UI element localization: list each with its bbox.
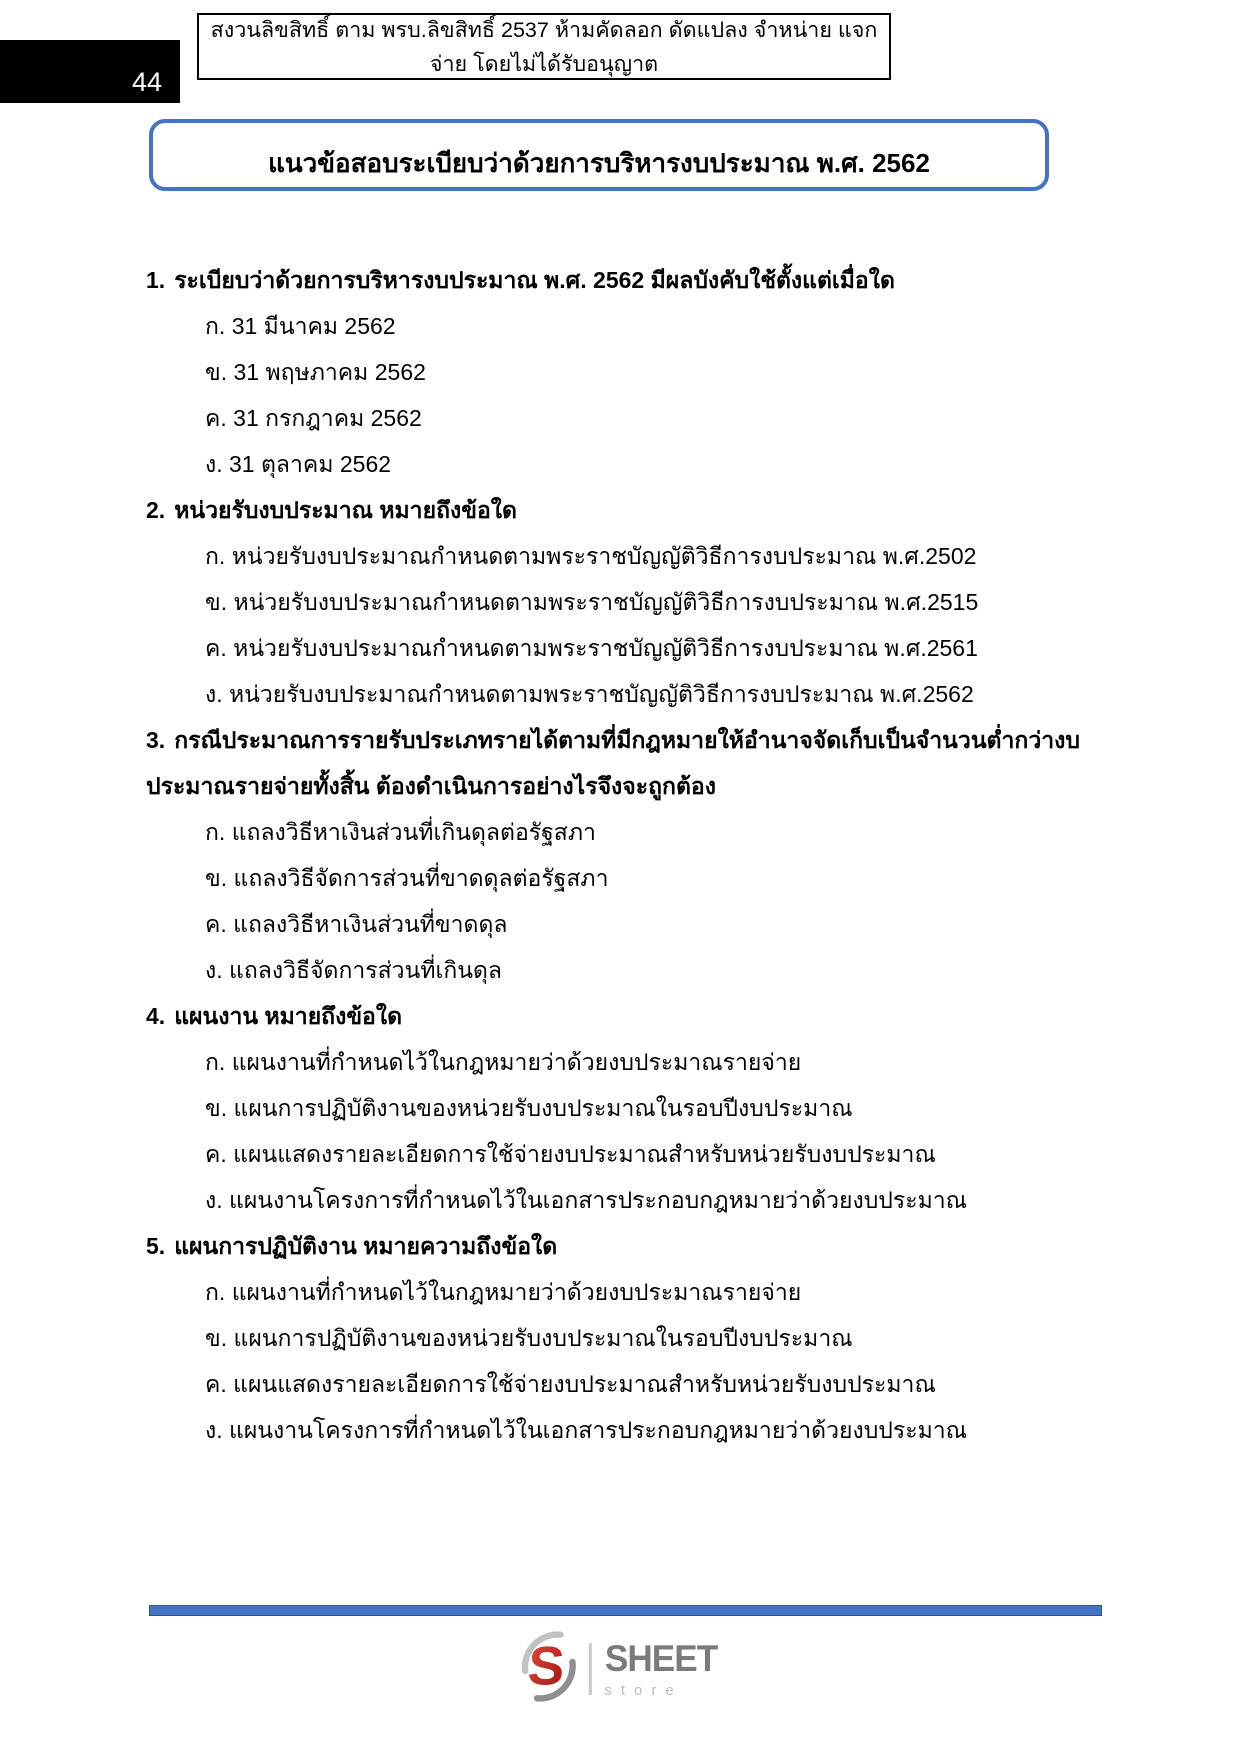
- exam-title-box: [149, 119, 1049, 191]
- copyright-notice-box: [197, 13, 891, 80]
- answer-option: ก. 31 มีนาคม 2562: [205, 313, 396, 339]
- page-number-box: [0, 40, 180, 103]
- question-text: 5. แผนการปฏิบัติงาน หมายความถึงข้อใด: [146, 1233, 558, 1259]
- question-1: [146, 257, 1104, 487]
- options: [146, 303, 1104, 487]
- question-number: 3.: [146, 727, 166, 753]
- brand-name: SHEET: [604, 1637, 717, 1679]
- options: [146, 809, 1104, 993]
- answer-option: ง. หน่วยรับงบประมาณกำหนดตามพระราชบัญญัติวิธีการงบประมาณ พ.ศ.2562: [205, 681, 974, 707]
- question-text: 3. กรณีประมาณการรายรับประเภทรายได้ตามที่มีกฎหมายให้อำนาจจัดเก็บเป็นจำนวนต่ำกว่างบประมาณรายจ่ายทั้งสิ้น ต้องดำเนินการอย่างไรจึงจะถูกต้อง: [146, 727, 1080, 799]
- answer-option: ข. แถลงวิธีจัดการส่วนที่ขาดดุลต่อรัฐสภา: [205, 865, 609, 891]
- answer-option: ข. 31 พฤษภาคม 2562: [205, 359, 426, 385]
- page-number: 44: [131, 67, 162, 97]
- answer-option: ข. แผนการปฏิบัติงานของหน่วยรับงบประมาณในรอบปีงบประมาณ: [205, 1095, 853, 1121]
- answer-option: ก. แผนงานที่กำหนดไว้ในกฎหมายว่าด้วยงบประมาณรายจ่าย: [205, 1049, 802, 1075]
- options: [146, 1269, 1104, 1453]
- answer-option: ง. แถลงวิธีจัดการส่วนที่เกินดุล: [205, 957, 503, 983]
- answer-option: ง. 31 ตุลาคม 2562: [205, 451, 392, 477]
- question-text: 1. ระเบียบว่าด้วยการบริหารงบประมาณ พ.ศ. 2562 มีผลบังคับใช้ตั้งแต่เมื่อใด: [146, 267, 895, 293]
- question-5: [146, 1223, 1104, 1453]
- answer-option: ง. แผนงานโครงการที่กำหนดไว้ในเอกสารประกอบกฎหมายว่าด้วยงบประมาณ: [205, 1187, 968, 1213]
- question-4: [146, 993, 1104, 1223]
- answer-option: ข. แผนการปฏิบัติงานของหน่วยรับงบประมาณในรอบปีงบประมาณ: [205, 1325, 853, 1351]
- options: [146, 533, 1104, 717]
- answer-option: ก. แผนงานที่กำหนดไว้ในกฎหมายว่าด้วยงบประมาณรายจ่าย: [205, 1279, 802, 1305]
- answer-option: ก. แถลงวิธีหาเงินส่วนที่เกินดุลต่อรัฐสภา: [205, 819, 596, 845]
- question-number: 1.: [146, 267, 166, 293]
- question-number: 4.: [146, 1003, 166, 1029]
- svg-text:S: S: [525, 1635, 567, 1697]
- question-text: 4. แผนงาน หมายถึงข้อใด: [146, 1003, 403, 1029]
- answer-option: ง. แผนงานโครงการที่กำหนดไว้ในเอกสารประกอบกฎหมายว่าด้วยงบประมาณ: [205, 1417, 968, 1443]
- question-list: [146, 257, 1104, 1453]
- question-3: [146, 717, 1104, 993]
- copyright-notice: สงวนลิขสิทธิ์ ตาม พรบ.ลิขสิทธิ์ 2537 ห้ามคัดลอก ดัดแปลง จำหน่าย แจกจ่าย โดยไม่ได้รับอนุญาต: [210, 17, 878, 76]
- s-logo-icon: [518, 1630, 578, 1708]
- answer-option: ค. หน่วยรับงบประมาณกำหนดตามพระราชบัญญัติวิธีการงบประมาณ พ.ศ.2561: [205, 635, 978, 661]
- page-title: แนวข้อสอบระเบียบว่าด้วยการบริหารงบประมาณ พ.ศ. 2562: [268, 147, 930, 178]
- brand-subtitle: store: [604, 1681, 683, 1699]
- answer-option: ค. แผนแสดงรายละเอียดการใช้จ่ายงบประมาณสำหรับหน่วยรับงบประมาณ: [205, 1371, 936, 1397]
- answer-option: ค. แผนแสดงรายละเอียดการใช้จ่ายงบประมาณสำหรับหน่วยรับงบประมาณ: [205, 1141, 936, 1167]
- logo-divider: [588, 1643, 591, 1695]
- answer-option: ค. 31 กรกฎาคม 2562: [205, 405, 422, 431]
- answer-option: ค. แถลงวิธีหาเงินส่วนที่ขาดดุล: [205, 911, 508, 937]
- sheet-store-logo: [518, 1630, 722, 1708]
- answer-option: ข. หน่วยรับงบประมาณกำหนดตามพระราชบัญญัติวิธีการงบประมาณ พ.ศ.2515: [205, 589, 979, 615]
- brand-text: [604, 1637, 722, 1699]
- question-2: [146, 487, 1104, 717]
- question-text: 2. หน่วยรับงบประมาณ หมายถึงข้อใด: [146, 497, 517, 523]
- question-number: 5.: [146, 1233, 166, 1259]
- options: [146, 1039, 1104, 1223]
- answer-option: ก. หน่วยรับงบประมาณกำหนดตามพระราชบัญญัติวิธีการงบประมาณ พ.ศ.2502: [205, 543, 977, 569]
- question-number: 2.: [146, 497, 166, 523]
- footer-divider-bar: [149, 1605, 1102, 1616]
